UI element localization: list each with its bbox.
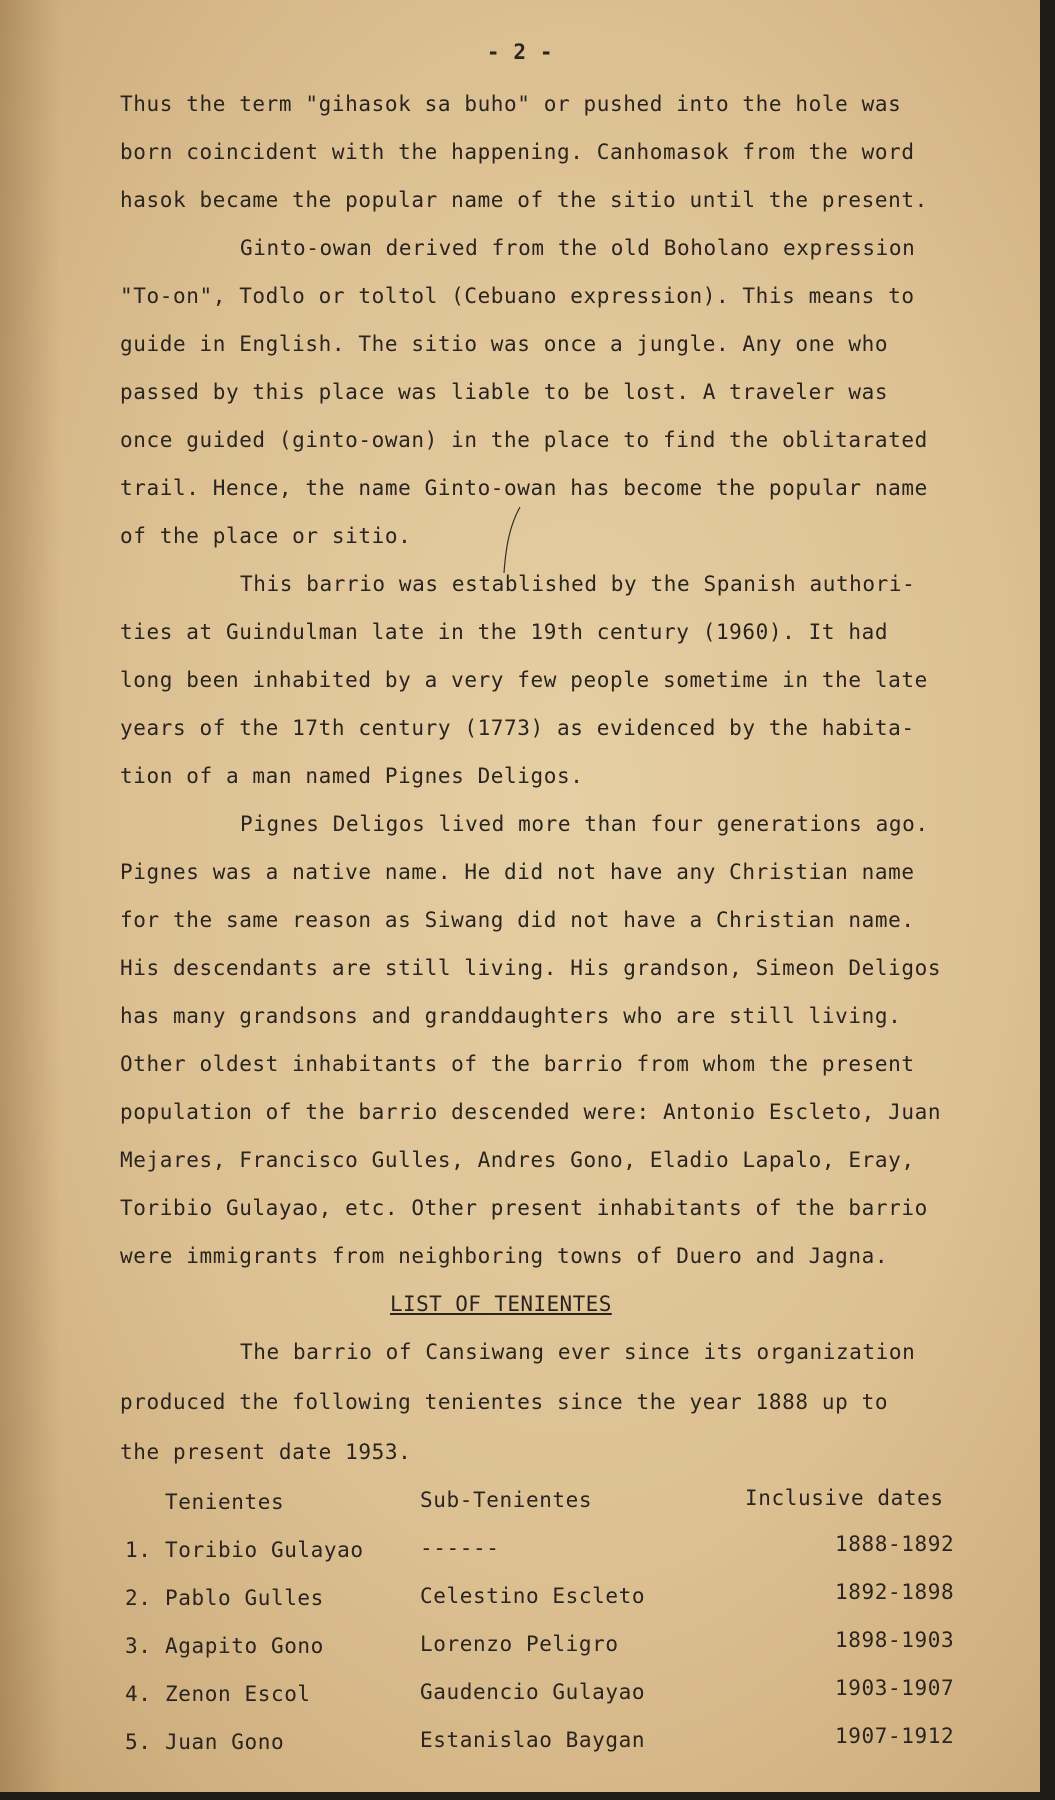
table-row-number: 3. <box>125 1634 152 1658</box>
paragraph-4-line-6: Other oldest inhabitants of the barrio from whom the present <box>120 1052 915 1076</box>
table-cell-teniente: Juan Gono <box>165 1730 285 1754</box>
intro-line-1: The barrio of Cansiwang ever since its organization <box>240 1340 916 1364</box>
paragraph-4-line-5: has many grandsons and granddaughters who are still living. <box>120 1004 902 1028</box>
table-cell-dates: 1903-1907 <box>835 1676 955 1700</box>
paragraph-4-line-8: Mejares, Francisco Gulles, Andres Gono, Eladio Lapalo, Eray, <box>120 1148 915 1172</box>
paragraph-2-line-7: of the place or sitio. <box>120 524 412 548</box>
table-cell-dates: 1898-1903 <box>835 1628 955 1652</box>
section-heading: LIST OF TENIENTES <box>390 1292 612 1316</box>
table-cell-sub-teniente: ------ <box>420 1536 500 1560</box>
paragraph-2-line-4: passed by this place was liable to be lost. A traveler was <box>120 380 889 404</box>
paragraph-2-line-1: Ginto-owan derived from the old Boholano expression <box>240 236 916 260</box>
paragraph-4-line-4: His descendants are still living. His grandson, Simeon Deligos <box>120 956 942 980</box>
table-cell-sub-teniente: Gaudencio Gulayao <box>420 1680 646 1704</box>
table-cell-dates: 1907-1912 <box>835 1724 955 1748</box>
pencil-mark <box>500 505 522 575</box>
paragraph-2-line-6: trail. Hence, the name Ginto-owan has become the popular name <box>120 476 928 500</box>
paragraph-4-line-3: for the same reason as Siwang did not have a Christian name. <box>120 908 915 932</box>
paragraph-1-line-1: Thus the term "gihasok sa buho" or pushed into the hole was <box>120 92 902 116</box>
paragraph-1-line-2: born coincident with the happening. Canhomasok from the word <box>120 140 915 164</box>
table-header-inclusive-dates: Inclusive dates <box>745 1486 944 1510</box>
table-header-tenientes: Tenientes <box>165 1490 285 1514</box>
paragraph-2-line-5: once guided (ginto-owan) in the place to find the oblitarated <box>120 428 928 452</box>
table-row-number: 4. <box>125 1682 152 1706</box>
table-cell-dates: 1892-1898 <box>835 1580 955 1604</box>
table-row-number: 1. <box>125 1538 152 1562</box>
paragraph-3-line-2: ties at Guindulman late in the 19th century (1960). It had <box>120 620 889 644</box>
paragraph-2-line-2: "To-on", Todlo or toltol (Cebuano expression). This means to <box>120 284 915 308</box>
table-cell-sub-teniente: Lorenzo Peligro <box>420 1632 619 1656</box>
intro-line-2: produced the following tenientes since the year 1888 up to <box>120 1390 889 1414</box>
paragraph-4-line-7: population of the barrio descended were: Antonio Escleto, Juan <box>120 1100 942 1124</box>
table-cell-teniente: Agapito Gono <box>165 1634 324 1658</box>
table-cell-sub-teniente: Celestino Escleto <box>420 1584 646 1608</box>
table-row-number: 5. <box>125 1730 152 1754</box>
table-cell-teniente: Zenon Escol <box>165 1682 311 1706</box>
paragraph-3-line-5: tion of a man named Pignes Deligos. <box>120 764 584 788</box>
table-cell-dates: 1888-1892 <box>835 1532 955 1556</box>
paragraph-3-line-3: long been inhabited by a very few people sometime in the late <box>120 668 928 692</box>
paragraph-4-line-2: Pignes was a native name. He did not have any Christian name <box>120 860 915 884</box>
paragraph-4-line-10: were immigrants from neighboring towns of Duero and Jagna. <box>120 1244 889 1268</box>
intro-line-3: the present date 1953. <box>120 1440 412 1464</box>
table-header-sub-tenientes: Sub-Tenientes <box>420 1488 593 1512</box>
table-cell-teniente: Toribio Gulayao <box>165 1538 364 1562</box>
paragraph-3-line-4: years of the 17th century (1773) as evidenced by the habita- <box>120 716 915 740</box>
paragraph-1-line-3: hasok became the popular name of the sitio until the present. <box>120 188 928 212</box>
table-row-number: 2. <box>125 1586 152 1610</box>
paragraph-3-line-1: This barrio was established by the Spanish authori- <box>240 572 916 596</box>
paragraph-2-line-3: guide in English. The sitio was once a jungle. Any one who <box>120 332 889 356</box>
page-number: - 2 - <box>486 40 554 64</box>
table-cell-sub-teniente: Estanislao Baygan <box>420 1728 646 1752</box>
table-cell-teniente: Pablo Gulles <box>165 1586 324 1610</box>
paragraph-4-line-1: Pignes Deligos lived more than four generations ago. <box>240 812 929 836</box>
paragraph-4-line-9: Toribio Gulayao, etc. Other present inhabitants of the barrio <box>120 1196 928 1220</box>
